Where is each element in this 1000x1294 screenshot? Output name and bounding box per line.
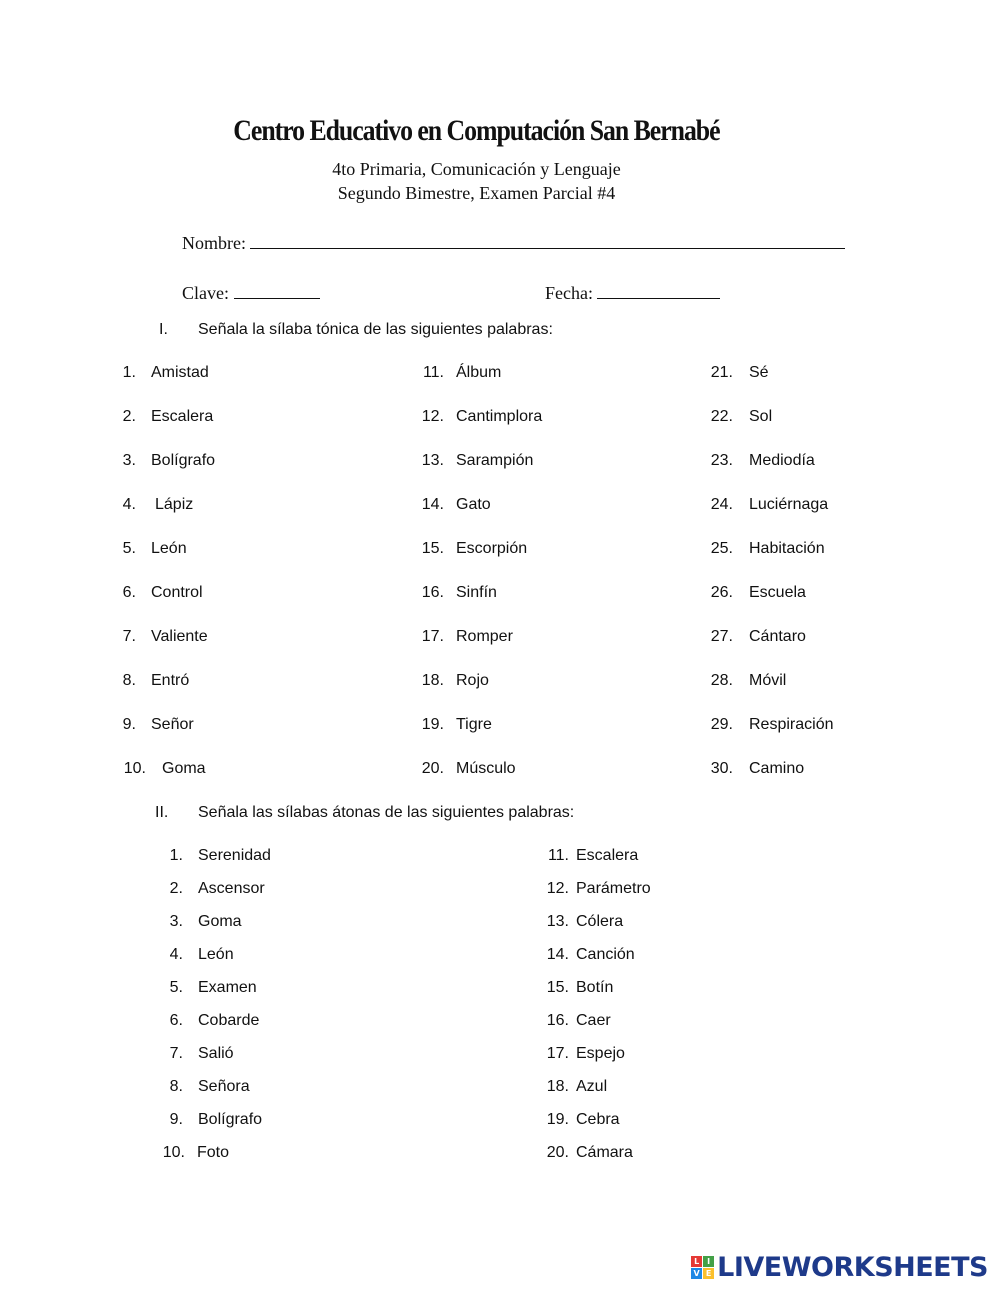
item-number: 11. [547,847,569,864]
clave-line[interactable] [234,284,320,299]
item-number: 28. [710,672,733,689]
item-word[interactable]: Cobarde [198,1012,260,1029]
item-word[interactable]: Tigre [456,716,492,733]
item-word[interactable]: Bolígrafo [151,452,216,469]
item-number: 17. [421,628,444,645]
item-number: 15. [546,979,569,996]
item-word[interactable]: Goma [198,913,242,930]
item-word[interactable]: Escorpión [456,540,528,557]
section2-instruction: Señala las sílabas átonas de las siguientes palabras: [198,804,575,821]
item-word[interactable]: Entró [151,672,190,689]
item-number: 13. [421,452,444,469]
item-number: 11. [422,364,444,381]
item-number: 8. [169,1078,183,1095]
item-number: 7. [169,1045,183,1062]
item-word[interactable]: Gato [456,496,491,513]
item-number: 16. [421,584,444,601]
logo-square: I [703,1256,714,1267]
item-number: 30. [710,760,733,777]
item-word[interactable]: Camino [749,760,805,777]
subtitle-course: 4to Primaria, Comunicación y Lenguaje [332,159,621,179]
item-word[interactable]: Espejo [576,1045,625,1062]
item-word[interactable]: Cólera [576,913,624,930]
item-number: 15. [421,540,444,557]
item-number: 6. [169,1012,183,1029]
item-word[interactable]: Bolígrafo [198,1111,263,1128]
item-number: 19. [421,716,444,733]
item-word[interactable]: Sol [749,408,773,425]
item-number: 5. [122,540,136,557]
item-word[interactable]: Señora [198,1078,250,1095]
item-number: 14. [421,496,444,513]
clave-label: Clave: [182,283,229,303]
item-number: 12. [421,408,444,425]
item-word[interactable]: Respiración [749,716,834,733]
item-number: 24. [710,496,733,513]
item-number: 12. [546,880,569,897]
item-word[interactable]: Escuela [749,584,806,601]
item-number: 18. [546,1078,569,1095]
item-number: 26. [710,584,733,601]
item-word[interactable]: León [151,540,187,557]
item-word[interactable]: Álbum [456,364,502,381]
item-word[interactable]: León [198,946,234,963]
item-number: 5. [169,979,183,996]
item-number: 9. [169,1111,183,1128]
liveworksheets-logo [691,1252,988,1283]
item-number: 1. [122,364,136,381]
item-word[interactable]: Señor [151,716,194,733]
item-word[interactable]: Lápiz [155,496,194,513]
item-number: 4. [122,496,136,513]
item-number: 20. [421,760,444,777]
logo-square: V [691,1268,702,1279]
fecha-line[interactable] [597,284,720,299]
nombre-label: Nombre: [182,233,246,253]
item-word[interactable]: Habitación [749,540,825,557]
item-number: 14. [546,946,569,963]
item-word[interactable]: Sinfín [456,584,497,601]
item-word[interactable]: Parámetro [576,880,651,897]
item-word[interactable]: Mediodía [749,452,815,469]
nombre-line[interactable] [250,234,845,249]
item-word[interactable]: Botín [576,979,614,996]
item-number: 3. [169,913,183,930]
item-word[interactable]: Luciérnaga [749,496,829,513]
item-number: 7. [122,628,136,645]
item-word[interactable]: Escalera [151,408,214,425]
item-word[interactable]: Goma [162,760,206,777]
item-word[interactable]: Escalera [576,847,639,864]
item-word[interactable]: Control [151,584,203,601]
item-word[interactable]: Cantimplora [456,408,543,425]
item-number: 25. [710,540,733,557]
item-number: 16. [546,1012,569,1029]
nombre-field[interactable] [182,233,845,254]
item-word[interactable]: Sé [749,364,769,381]
logo-squares [691,1256,714,1279]
item-word[interactable]: Músculo [456,760,516,777]
item-number: 8. [122,672,136,689]
item-word[interactable]: Cámara [576,1144,633,1161]
item-number: 18. [421,672,444,689]
item-number: 3. [122,452,136,469]
logo-square: L [691,1256,702,1267]
item-number: 23. [710,452,733,469]
item-number: 22. [710,408,733,425]
item-number: 10. [162,1144,185,1161]
item-word[interactable]: Móvil [749,672,787,689]
section2-numeral: II. [155,804,169,821]
item-word[interactable]: Valiente [151,628,208,645]
fecha-field[interactable] [545,283,720,304]
fecha-label: Fecha: [545,283,593,303]
item-word[interactable]: Cebra [576,1111,620,1128]
item-number: 2. [122,408,136,425]
item-number: 10. [123,760,146,777]
item-word[interactable]: Romper [456,628,513,645]
item-word[interactable]: Foto [197,1144,230,1161]
item-word[interactable]: Ascensor [198,880,265,897]
item-number: 29. [710,716,733,733]
page-title: Centro Educativo en Computación San Bernabé [233,114,720,147]
item-number: 19. [546,1111,569,1128]
section1-instruction: Señala la sílaba tónica de las siguientes palabras: [198,321,553,338]
item-word[interactable]: Examen [198,979,257,996]
item-word[interactable]: Canción [576,946,635,963]
item-number: 13. [546,913,569,930]
item-word[interactable]: Azul [576,1078,608,1095]
item-number: 1. [169,847,183,864]
item-word[interactable]: Caer [576,1012,611,1029]
item-word[interactable]: Sarampión [456,452,534,469]
item-number: 27. [710,628,733,645]
item-word[interactable]: Cántaro [749,628,806,645]
item-number: 9. [122,716,136,733]
logo-text: LIVEWORKSHEETS [717,1252,988,1283]
item-number: 20. [546,1144,569,1161]
item-number: 17. [546,1045,569,1062]
item-number: 4. [169,946,183,963]
item-number: 21. [710,364,733,381]
item-number: 2. [169,880,183,897]
clave-field[interactable] [182,283,320,304]
item-word[interactable]: Rojo [456,672,489,689]
item-word[interactable]: Serenidad [198,847,271,864]
subtitle-exam: Segundo Bimestre, Examen Parcial #4 [337,183,616,203]
item-word[interactable]: Salió [198,1045,234,1062]
item-number: 6. [122,584,136,601]
section1-numeral: I. [159,321,168,338]
logo-square: E [703,1268,714,1279]
item-word[interactable]: Amistad [151,364,209,381]
